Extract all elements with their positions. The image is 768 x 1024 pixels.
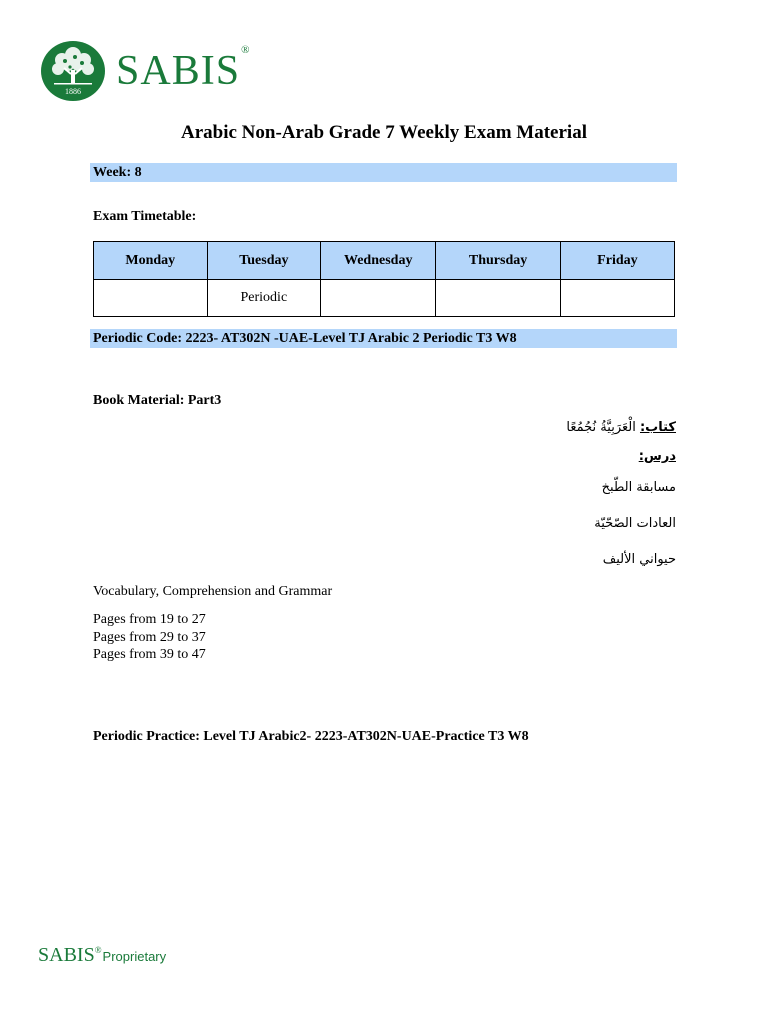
- timetable-header: Thursday: [436, 242, 560, 280]
- week-bar: Week: 8: [90, 163, 677, 182]
- pages-item: Pages from 29 to 37: [93, 629, 206, 645]
- timetable-header: Wednesday: [321, 242, 436, 280]
- arabic-book-line: [566, 420, 676, 435]
- footer-branding: [38, 944, 166, 967]
- periodic-code-bar: Periodic Code: 2223- AT302N -UAE-Level TJ Arabic 2 Periodic T3 W8: [90, 329, 677, 348]
- timetable-cell: [321, 280, 436, 317]
- timetable-row: [94, 280, 675, 317]
- arabic-lesson-item: حيواني الأليف: [602, 552, 676, 567]
- timetable-cell: [436, 280, 560, 317]
- pages-list: [93, 611, 206, 664]
- arabic-lesson-item: مسابقة الطّبخ: [601, 480, 676, 495]
- timetable-header-row: [94, 242, 675, 280]
- page-title: Arabic Non-Arab Grade 7 Weekly Exam Material: [181, 122, 587, 143]
- pages-item: Pages from 19 to 27: [93, 612, 206, 627]
- timetable-cell: [94, 280, 208, 317]
- logo-text: SABIS®: [116, 44, 251, 94]
- footer-registered: ®: [94, 945, 102, 955]
- timetable-header: Tuesday: [207, 242, 321, 280]
- timetable-cell: Periodic: [207, 280, 321, 317]
- arabic-book-title: الْعَرَبِيَّةُ نُجُمُعًا: [566, 420, 640, 435]
- pages-item: Pages from 39 to 47: [93, 647, 206, 662]
- arabic-lesson-line: [639, 449, 676, 464]
- logo-year: 1886: [65, 87, 81, 96]
- exam-timetable: [93, 241, 675, 317]
- arabic-lesson-item: العادات الصّحّيّة: [594, 516, 676, 531]
- tree-seal-icon: [40, 40, 106, 102]
- sabis-logo: [40, 40, 250, 102]
- exam-timetable-label: Exam Timetable:: [93, 209, 197, 224]
- arabic-book-label: كتاب:: [639, 420, 676, 435]
- arabic-lesson-label: درس:: [638, 449, 676, 464]
- timetable-cell: [560, 280, 674, 317]
- timetable-header: Friday: [560, 242, 674, 280]
- book-material-label: Book Material: Part3: [93, 393, 222, 408]
- timetable-header: Monday: [94, 242, 208, 280]
- periodic-practice-label: Periodic Practice: Level TJ Arabic2- 2223-AT302N-UAE-Practice T3 W8: [93, 729, 529, 744]
- footer-proprietary: Proprietary: [102, 949, 167, 964]
- topics-text: Vocabulary, Comprehension and Grammar: [93, 584, 333, 599]
- footer-brand: SABIS: [38, 944, 95, 966]
